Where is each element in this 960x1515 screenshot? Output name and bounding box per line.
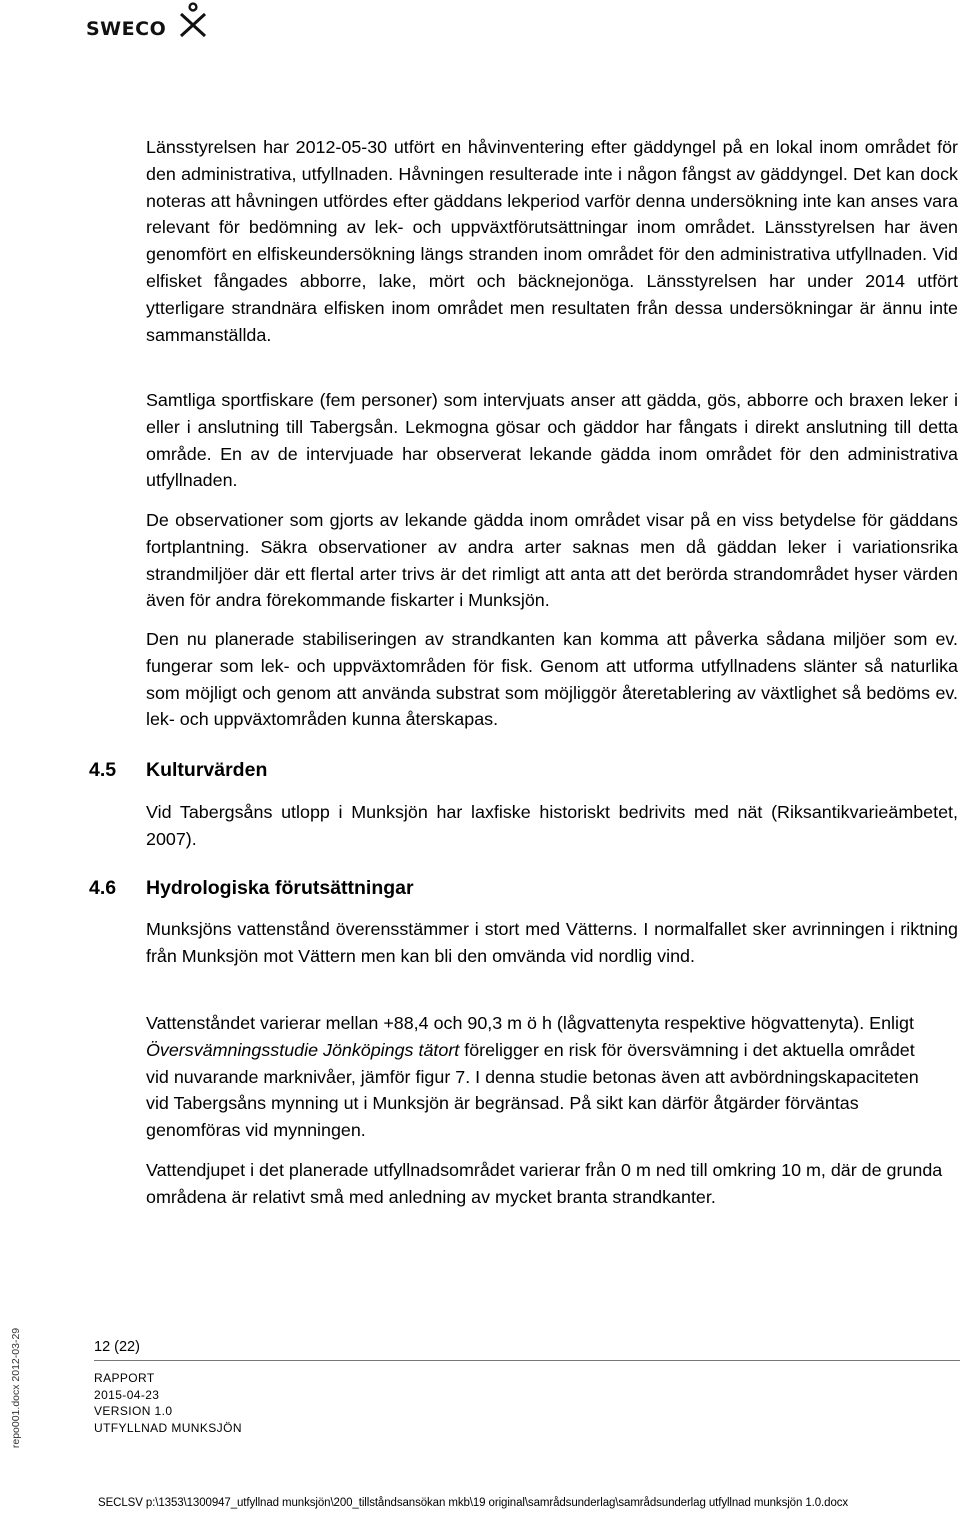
logo-text: SWECO — [86, 18, 167, 40]
report-title-italic: Översvämningsstudie Jönköpings tätort — [146, 1039, 460, 1060]
paragraph-lansstyrelsen: Länsstyrelsen har 2012-05-30 utfört en håvinventering efter gäddyngel på en lokal inom området för den administrativa, utfyllnaden. Håvningen resulterade inte i någon fångst av gäddyngel. Det kan dock noteras att håvningen utfördes efter gäddans lekperiod varför denna undersökning inte kan anses vara relevant för bedömning av lek- och uppväxtförutsättningar inom området. Länsstyrelsen har även genomfört en elfiskeundersökning längs stranden inom området för den administrativa utfyllnaden. Vid elfisket fångades abborre, lake, mört och bäcknejonöga. Länsstyrelsen har under 2014 utfört ytterligare strandnära elfisken inom området men resultaten från dessa undersökningar är ännu inte sammanställda. — [146, 137, 958, 345]
doc-date: 2015-04-23 — [94, 1387, 160, 1402]
sweco-logo-mark-icon — [178, 2, 208, 40]
page-number: 12 (22) — [94, 1339, 140, 1355]
document-meta — [94, 1370, 242, 1436]
file-path: SECLSV p:\1353\1300947_utfyllnad munksjön\200_tillståndsansökan mkb\19 original\samrådsunderlag\samrådsunderlag utfyllnad munksjön 1.0.docx — [98, 1497, 849, 1509]
sweco-logo — [86, 2, 216, 42]
doc-type: RAPPORT — [94, 1371, 155, 1385]
heading-number: 4.6 — [89, 877, 117, 899]
paragraph-vattenstandet — [146, 1010, 936, 1144]
paragraph-vattenstand-munksjon: Munksjöns vattenstånd överensstämmer i stort med Vätterns. I normalfallet sker avrinningen i riktning från Munksjön mot Vättern men kan bli den omvända vid nordlig vind. — [146, 919, 958, 966]
paragraph-laxfiske: Vid Tabergsåns utlopp i Munksjön har laxfiske historiskt bedrivits med nät (Riksantikvarieämbetet, 2007). — [146, 802, 958, 849]
paragraph-vattendjupet: Vattendjupet i det planerade utfyllnadsområdet varierar från 0 m ned till omkring 10 m, där de grunda områdena är relativt små med anledning av mycket branta strandkanter. — [146, 1160, 943, 1207]
paragraph-sportfiskare: Samtliga sportfiskare (fem personer) som intervjuats anser att gädda, gös, abborre och braxen leker i eller i anslutning till Tabergsån. Lekmogna gösar och gäddor har fångats i direkt anslutning till detta område. En av de intervjuade har observerat lekande gädda inom området för den administrativa utfyllnaden. — [146, 390, 958, 491]
template-reference: repo001.docx 2012-03-29 — [10, 1327, 23, 1449]
doc-version: VERSION 1.0 — [94, 1404, 173, 1418]
paragraph-stabilisering: Den nu planerade stabiliseringen av strandkanten kan komma att påverka sådana miljöer som ev. fungerar som lek- och uppväxtområden för fisk. Genom att utforma utfyllnadens slänter så naturlika som möjligt och genom att använda substrat som möjliggör återetablering av växtlighet så bedöms ev. lek- och uppväxtområden kunna återskapas. — [146, 629, 958, 730]
heading-title: Hydrologiska förutsättningar — [146, 877, 414, 899]
paragraph-observationer: De observationer som gjorts av lekande gädda inom området visar på en viss betydelse för gäddans fortplantning. Säkra observationer av andra arter saknas men då gäddan leker i variationsrika strandmiljöer där ett flertal arter trivs är det rimligt att anta att det berörda strandområdet hyser värden även för andra förekommande fiskarter i Munksjön. — [146, 510, 958, 611]
doc-project: UTFYLLNAD MUNKSJÖN — [94, 1420, 242, 1435]
text-run: Vattenståndet varierar mellan +88,4 och 90,3 m ö h (lågvattenyta respektive högvattenyta). Enligt — [146, 1013, 914, 1033]
heading-kulturvarden — [89, 757, 267, 783]
heading-number: 4.5 — [89, 759, 117, 781]
footer-divider — [94, 1360, 960, 1361]
heading-hydrologiska — [89, 875, 414, 901]
text-run: föreligger en risk för översvämning i det aktuella området vid nuvarande marknivåer, jämför figur 7. I denna studie betonas även att avbördningskapaciteten vid Tabergsåns mynning ut i Munksjön är begränsad. På sikt kan därför åtgärder förväntas genomföras vid mynningen. — [146, 1039, 919, 1141]
heading-title: Kulturvärden — [146, 759, 268, 781]
